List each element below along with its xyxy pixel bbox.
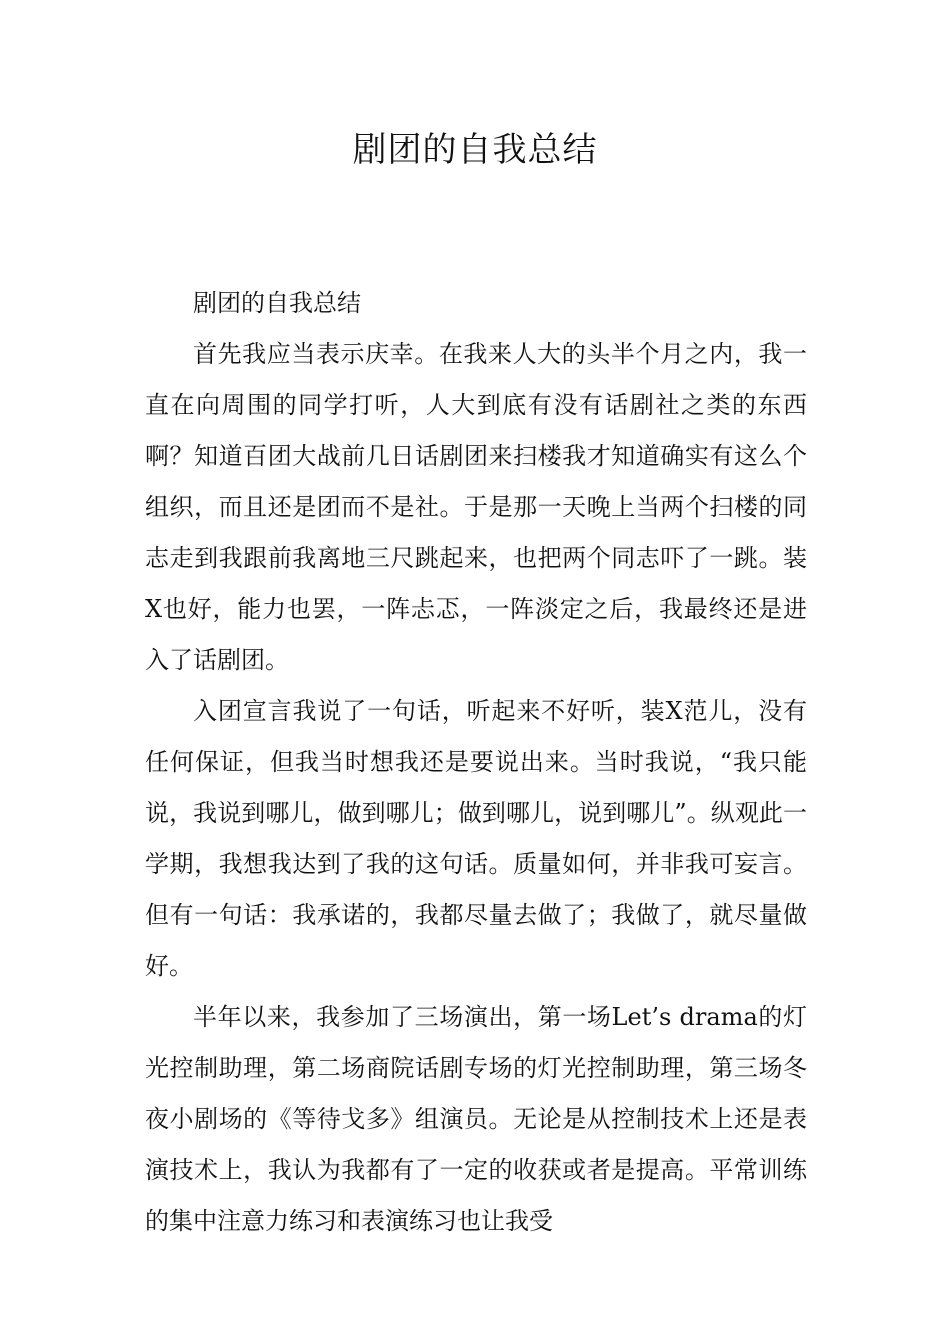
paragraph-heading: 剧团的自我总结 [193, 289, 361, 317]
document-title: 剧团的自我总结 [352, 130, 598, 170]
paragraph-1: 首先我应当表示庆幸。在我来人大的头半个月之内，我一直在向周围的同学打听，人大到底有没有话剧社之类的东西啊？知道百团大战前几日话剧团来扫楼我才知道确实有这么个组织，而且还是团而不是社。于是那一天晚上当两个扫楼的同志走到我跟前我离地三尺跳起来，也把两个同志吓了一跳。装X也好，能力也罢，一阵忐忑，一阵淡定之后，我最终还是进入了话剧团。 [145, 340, 807, 674]
paragraph-3: 半年以来，我参加了三场演出，第一场Let’s drama的灯光控制助理，第二场商院话剧专场的灯光控制助理，第三场冬夜小剧场的《等待戈多》组演员。无论是从控制技术上还是表演技术上，我认为我都有了一定的收获或者是提高。平常训练的集中注意力练习和表演练习也让我受 [145, 1003, 807, 1235]
document-body [145, 278, 807, 1247]
paragraph-2: 入团宣言我说了一句话，听起来不好听，装X范儿，没有任何保证，但我当时想我还是要说出来。当时我说，“我只能说，我说到哪儿，做到哪儿；做到哪儿，说到哪儿”。纵观此一学期，我想我达到了我的这句话。质量如何，并非我可妄言。但有一句话：我承诺的，我都尽量去做了；我做了，就尽量做好。 [145, 697, 807, 980]
